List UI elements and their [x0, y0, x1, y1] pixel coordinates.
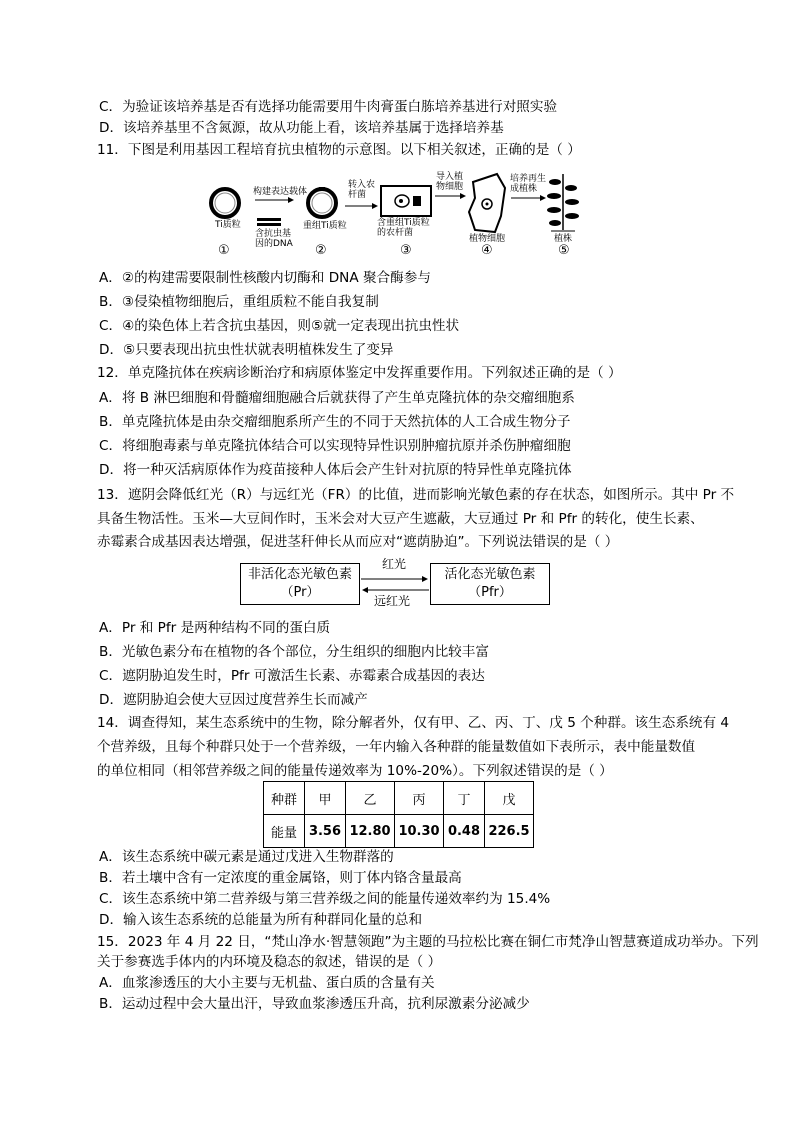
option-a-q15: A．血浆渗透压的大小主要与无机盐、蛋白质的含量有关 — [99, 975, 435, 991]
question-13-line-2: 具备生物活性。玉米—大豆间作时，玉米会对大豆产生遮蔽，大豆通过 Pr 和 Pfr 的转化，使生长素、 — [97, 511, 704, 527]
label-dna-2: 因的DNA — [255, 239, 293, 249]
step-1: ① — [218, 243, 230, 258]
table-cell: 3.56 — [305, 815, 346, 848]
red-light-label: 红光 — [382, 557, 407, 571]
step-2: ② — [315, 243, 327, 258]
label-import-2: 物细胞 — [436, 182, 464, 192]
label-recombinant: 重组Ti质粒 — [303, 221, 347, 231]
step-4: ④ — [481, 243, 493, 258]
label-regen-2: 成植株 — [510, 184, 538, 194]
option-d-q12: D．将一种灭活病原体作为疫苗接种人体后会产生针对抗原的特异性单克隆抗体 — [99, 462, 572, 478]
ti-plasmid-icon — [211, 189, 239, 217]
question-14-line-1: 14．调查得知，某生态系统中的生物，除分解者外，仅有甲、乙、丙、丁、戊 5 个种群。该生态系统有 4 — [97, 715, 730, 731]
option-c-q11: C．④的染色体上若含抗虫基因，则⑤就一定表现出抗虫性状 — [99, 318, 460, 334]
table-cell: 10.30 — [395, 815, 444, 848]
table-row — [264, 815, 534, 848]
label-ti-plasmid: Ti质粒 — [215, 220, 241, 230]
active-abbrev: （Pfr） — [468, 585, 512, 600]
option-c-q14: C．该生态系统中第二营养级与第三营养级之间的能量传递效率约为 15.4% — [99, 891, 551, 907]
option-a-q11: A．②的构建需要限制性核酸内切酶和 DNA 聚合酶参与 — [99, 270, 431, 286]
label-plant-cell: 植物细胞 — [469, 234, 506, 244]
option-c-q10: C．为验证该培养基是否有选择功能需要用牛肉膏蛋白胨培养基进行对照实验 — [99, 99, 558, 115]
question-15-line-1: 15．2023 年 4 月 22 日，“梵山净水·智慧领跑”为主题的马拉松比赛在铜仁市梵净山智慧赛道成功举办。下列 — [97, 934, 759, 950]
label-transform-1: 转入农 — [348, 180, 376, 190]
agrobacterium-icon — [381, 186, 431, 216]
box-inactive-phytochrome — [240, 563, 360, 605]
label-agro-2: 的农杆菌 — [377, 228, 414, 238]
label-transform-2: 杆菌 — [348, 190, 367, 200]
genetic-engineering-diagram — [205, 168, 605, 260]
label-dna-1: 含抗虫基 — [255, 229, 292, 239]
option-d-q13: D．遮阴胁迫会使大豆因过度营养生长而减产 — [99, 692, 368, 708]
table-cell: 戊 — [485, 782, 534, 815]
option-b-q13: B．光敏色素分布在植物的各个部位，分生组织的细胞内比较丰富 — [99, 644, 489, 660]
option-a-q13: A．Pr 和 Pfr 是两种结构不同的蛋白质 — [99, 620, 331, 636]
label-agro-1: 含重组Ti质粒 — [377, 218, 430, 228]
plant-icon — [547, 174, 579, 231]
table-cell: 乙 — [346, 782, 395, 815]
option-b-q14: B．若土壤中含有一定浓度的重金属铬，则丁体内铬含量最高 — [99, 870, 462, 886]
inactive-abbrev: （Pr） — [280, 585, 320, 600]
label-build-vector: 构建表达载体 — [253, 187, 308, 197]
option-b-q15: B．运动过程中会大量出汗，导致血浆渗透压升高，抗利尿激素分泌减少 — [99, 996, 530, 1012]
question-12: 12．单克隆抗体在疾病诊断治疗和病原体鉴定中发挥重要作用。下列叙述正确的是（ ） — [97, 365, 622, 381]
table-cell: 丁 — [444, 782, 485, 815]
option-c-q12: C．将细胞毒素与单克隆抗体结合可以实现特异性识别肿瘤抗原并杀伤肿瘤细胞 — [99, 438, 571, 454]
label-import-1: 导入植 — [436, 172, 464, 182]
option-d-q10: D．该培养基里不含氮源，故从功能上看，该培养基属于选择培养基 — [99, 120, 504, 136]
active-label: 活化态光敏色素 — [444, 567, 536, 582]
far-red-light-label: 远红光 — [374, 594, 411, 608]
table-cell: 226.5 — [485, 815, 534, 848]
table-cell: 甲 — [305, 782, 346, 815]
table-cell: 丙 — [395, 782, 444, 815]
question-13-line-3: 赤霉素合成基因表达增强，促进茎秆伸长从而应对“遮荫胁迫”。下列说法错误的是（ ） — [97, 534, 619, 550]
label-plant: 植株 — [554, 234, 573, 244]
label-regen-1: 培养再生 — [510, 174, 547, 184]
box-active-phytochrome — [430, 563, 550, 605]
option-b-q11: B．③侵染植物细胞后，重组质粒不能自我复制 — [99, 294, 379, 310]
dna-segment-icon — [257, 218, 281, 226]
option-d-q14: D．输入该生态系统的总能量为所有种群同化量的总和 — [99, 912, 423, 928]
option-d-q11: D．⑤只要表现出抗虫性状就表明植株发生了变异 — [99, 342, 394, 358]
table-cell: 种群 — [264, 782, 305, 815]
table-cell: 能量 — [264, 815, 305, 848]
option-b-q12: B．单克隆抗体是由杂交瘤细胞系所产生的不同于天然抗体的人工合成生物分子 — [99, 414, 571, 430]
plant-cell-icon — [469, 174, 505, 232]
table-cell: 12.80 — [346, 815, 395, 848]
step-5: ⑤ — [558, 243, 570, 258]
question-14-line-2: 个营养级，且每个种群只处于一个营养级，一年内输入各种群的能量数值如下表所示，表中能量数值 — [97, 739, 696, 755]
energy-table — [263, 781, 534, 848]
step-3: ③ — [400, 243, 412, 258]
option-a-q12: A．将 B 淋巴细胞和骨髓瘤细胞融合后就获得了产生单克隆抗体的杂交瘤细胞系 — [99, 390, 575, 406]
recombinant-plasmid-icon — [308, 187, 336, 217]
inactive-label: 非活化态光敏色素 — [247, 567, 352, 582]
table-header-row — [264, 782, 534, 815]
table-cell: 0.48 — [444, 815, 485, 848]
option-a-q14: A．该生态系统中碳元素是通过戊进入生物群落的 — [99, 849, 394, 865]
question-13-line-1: 13．遮阴会降低红光（R）与远红光（FR）的比值，进而影响光敏色素的存在状态，如图所示。其中 Pr 不 — [97, 487, 735, 503]
question-14-line-3: 的单位相同（相邻营养级之间的能量传递效率为 10%-20%）。下列叙述错误的是（ ） — [97, 763, 613, 779]
option-c-q13: C．遮阴胁迫发生时，Pfr 可激活生长素、赤霉素合成基因的表达 — [99, 668, 485, 684]
question-15-line-2: 关于参赛选手体内的内环境及稳态的叙述，错误的是（ ） — [97, 954, 442, 970]
question-11: 11．下图是利用基因工程培育抗虫植物的示意图。以下相关叙述，正确的是（ ） — [97, 142, 581, 158]
